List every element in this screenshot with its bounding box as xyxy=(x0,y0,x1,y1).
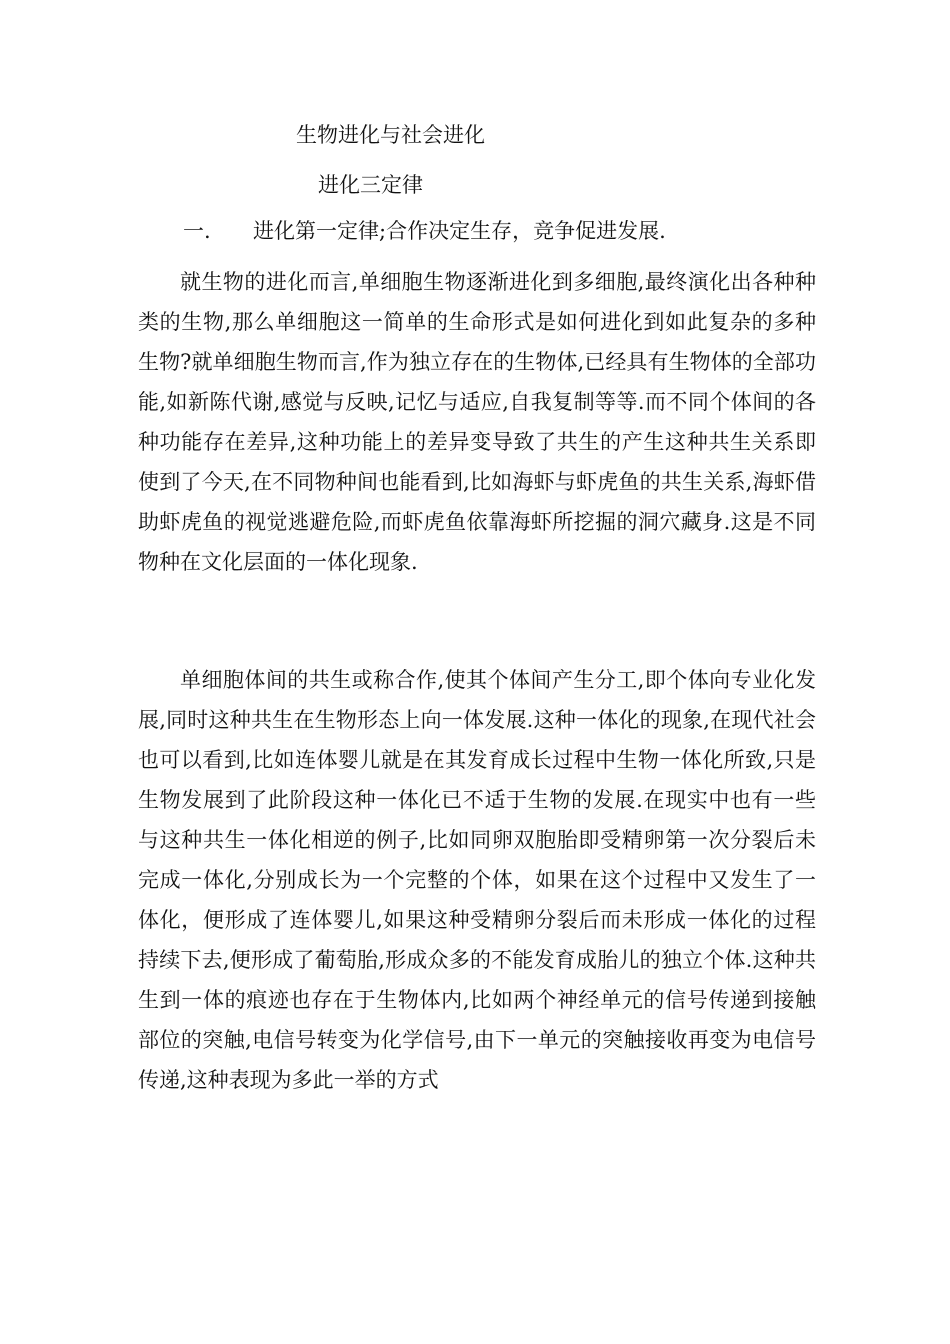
body-paragraph-1: 就生物的进化而言,单细胞生物逐渐进化到多细胞,最终演化出各种种类的生物,那么单细胞这一简单的生命形式是如何进化到如此复杂的多种生物?就单细胞生物而言,作为独立存在的生物体,已经具有生物体的全部功能,如新陈代谢,感觉与反映,记忆与适应,自我复制等等.而不同个体间的各种功能存在差异,这种功能上的差异变导致了共生的产生这种共生关系即使到了今天,在不同物种间也能看到,比如海虾与虾虎鱼的共生关系,海虾借助虾虎鱼的视觉逃避危险,而虾虎鱼依靠海虾所挖掘的洞穴藏身.这是不同物种在文化层面的一体化现象. xyxy=(138,270,816,574)
body-paragraph-2: 单细胞体间的共生或称合作,使其个体间产生分工,即个体向专业化发展,同时这种共生在生物形态上向一体发展.这种一体化的现象,在现代社会也可以看到,比如连体婴儿就是在其发育成长过程中生物一体化所致,只是生物发展到了此阶段这种一体化已不适于生物的发展.在现实中也有一些与这种共生一体化相逆的例子,比如同卵双胞胎即受精卵第一次分裂后未完成一体化,分别成长为一个完整的个体，如果在这个过程中又发生了一体化，便形成了连体婴儿,如果这种受精卵分裂后而未形成一体化的过程持续下去,便形成了葡萄胎,形成众多的不能发育成胎儿的独立个体.这种共生到一体的痕迹也存在于生物体内,比如两个神经单元的信号传递到接触部位的突触,电信号转变为化学信号,由下一单元的突触接收再变为电信号传递,这种表现为多此一举的方式 xyxy=(138,668,816,1092)
document-title: 生物进化与社会进化 xyxy=(296,123,485,147)
law-number: 一. xyxy=(183,219,211,243)
law-text: 进化第一定律;合作决定生存，竞争促进发展. xyxy=(253,219,666,243)
document-subtitle: 进化三定律 xyxy=(318,173,423,197)
law-heading xyxy=(183,216,666,246)
